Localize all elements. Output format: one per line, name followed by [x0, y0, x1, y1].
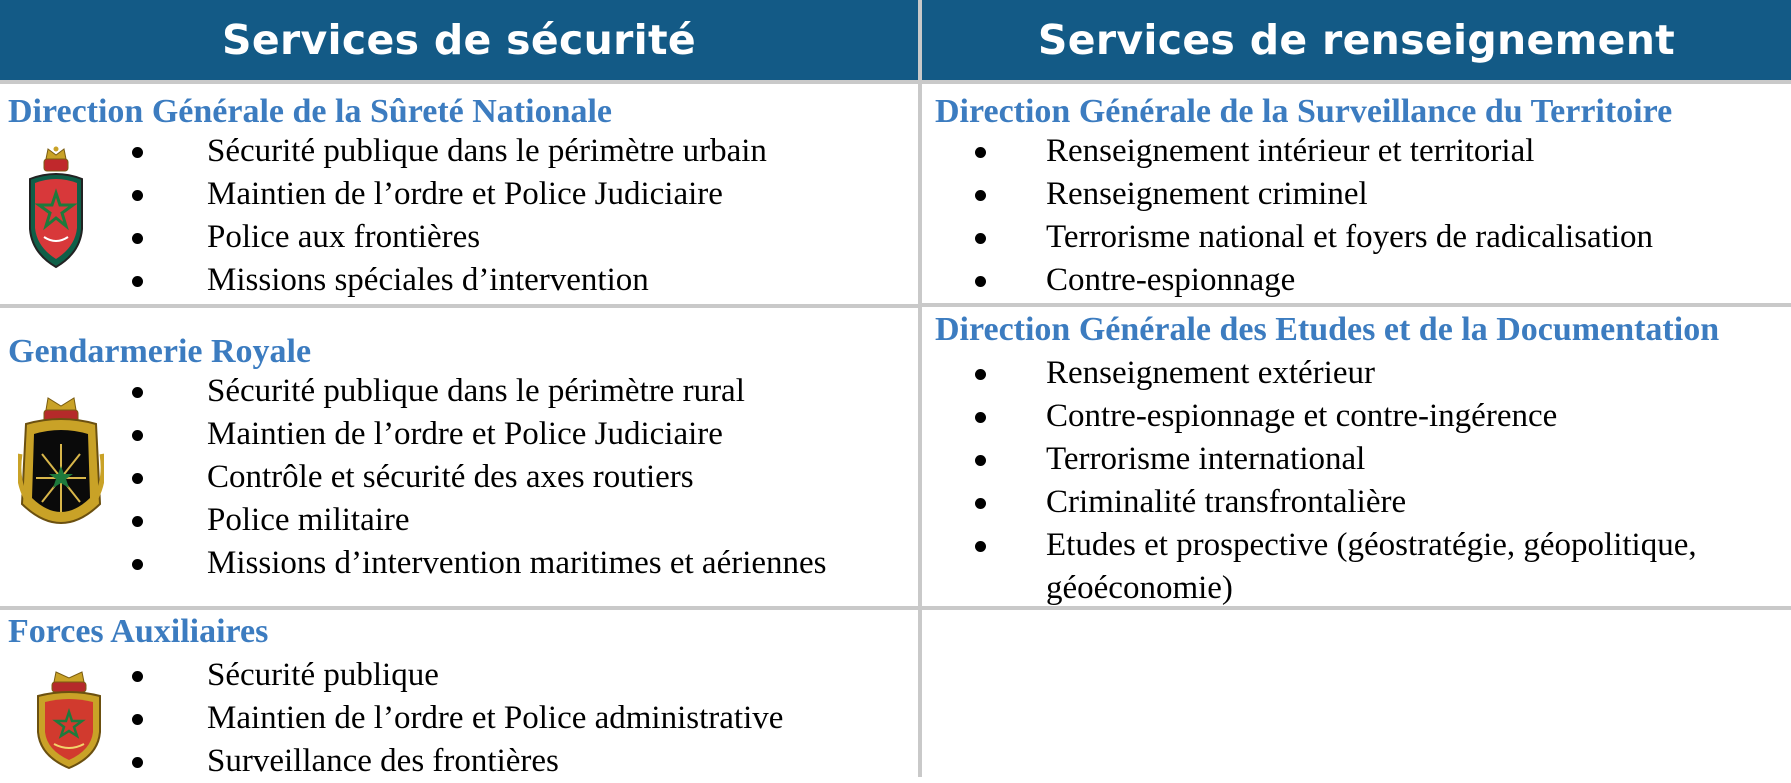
- list-item: Surveillance des frontières: [8, 740, 783, 783]
- list-item: Maintien de l’ordre et Police Judiciaire: [8, 413, 827, 456]
- list-item: Maintien de l’ordre et Police Judiciaire: [8, 173, 767, 216]
- list-item: Contre-espionnage et contre-ingérence: [935, 395, 1791, 438]
- header-security-services: Services de sécurité: [0, 0, 918, 80]
- list-item: Sécurité publique dans le périmètre urbain: [8, 130, 767, 173]
- list-item: Renseignement criminel: [935, 173, 1653, 216]
- list-item: Renseignement intérieur et territorial: [935, 130, 1653, 173]
- org-cell-dgst: [935, 92, 1787, 302]
- org-title-dged: Direction Générale des Etudes et de la Documentation: [935, 311, 1720, 348]
- list-item: Missions spéciales d’intervention: [8, 259, 767, 302]
- list-item: Terrorisme international: [935, 438, 1791, 481]
- row-divider: [0, 80, 1791, 84]
- list-item: Police aux frontières: [8, 216, 767, 259]
- org-title-forces-auxiliaires: Forces Auxiliaires: [8, 613, 269, 650]
- list-item: Police militaire: [8, 499, 827, 542]
- row-divider: [0, 304, 918, 308]
- org-title-dgst: Direction Générale de la Surveillance du Territoire: [935, 93, 1673, 130]
- list-item: Maintien de l’ordre et Police administrative: [8, 697, 783, 740]
- list-item: Etudes et prospective (géostratégie, géopolitique, géoéconomie): [935, 524, 1791, 610]
- list-item: Sécurité publique: [8, 654, 783, 697]
- list-item: Sécurité publique dans le périmètre rural: [8, 370, 827, 413]
- org-title-dgsn: Direction Générale de la Sûreté Nationale: [8, 93, 613, 130]
- list-item: Contrôle et sécurité des axes routiers: [8, 456, 827, 499]
- row-divider: [922, 303, 1791, 307]
- list-item: Terrorisme national et foyers de radicalisation: [935, 216, 1653, 259]
- empty-cell: [922, 610, 1791, 777]
- duty-list-gendarmerie: [8, 370, 827, 585]
- duty-list-forces-auxiliaires: [8, 654, 783, 783]
- duty-list-dgst: [935, 130, 1653, 302]
- header-intelligence-services: Services de renseignement: [922, 0, 1791, 80]
- list-item: Renseignement extérieur: [935, 352, 1791, 395]
- duty-list-dgsn: [8, 130, 767, 302]
- org-cell-dgsn: [8, 92, 913, 302]
- duty-list-dged: [935, 352, 1791, 610]
- org-cell-dged: [935, 310, 1787, 604]
- org-cell-forces-auxiliaires: [8, 612, 913, 777]
- org-title-gendarmerie: Gendarmerie Royale: [8, 333, 312, 370]
- list-item: Contre-espionnage: [935, 259, 1653, 302]
- list-item: Criminalité transfrontalière: [935, 481, 1791, 524]
- org-cell-gendarmerie: [8, 332, 913, 604]
- list-item: Missions d’intervention maritimes et aériennes: [8, 542, 827, 585]
